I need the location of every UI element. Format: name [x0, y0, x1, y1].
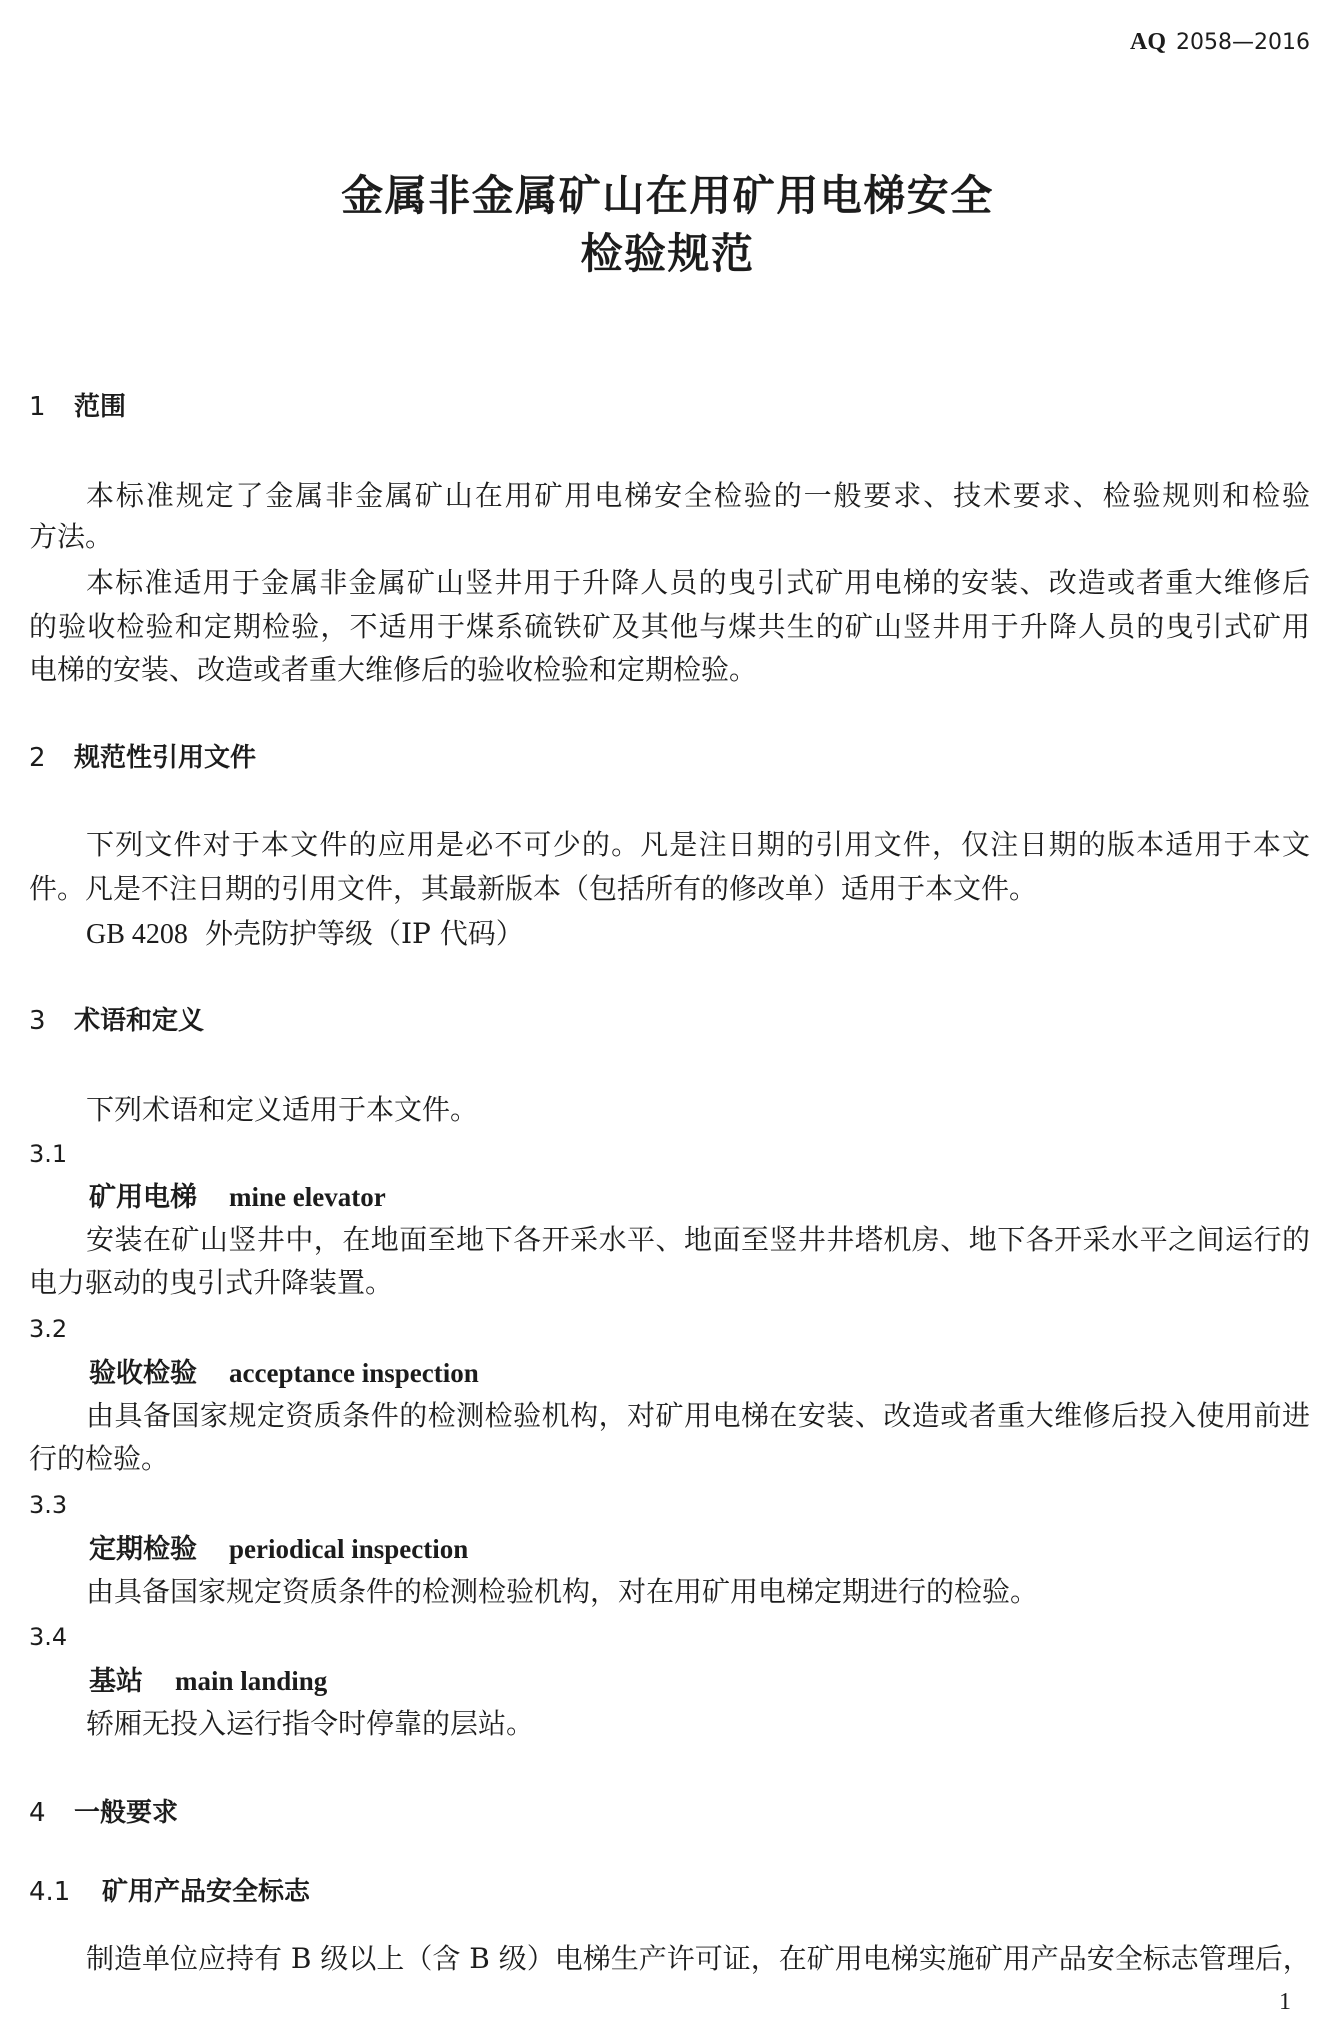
term-number: 3.4	[29, 1623, 68, 1651]
term-heading	[29, 1177, 386, 1218]
subsection-4-1-heading	[29, 1874, 310, 1910]
term-definition-line: 由具备国家规定资质条件的检测检验机构，对在用矿用电梯定期进行的检验。	[86, 1575, 1039, 1608]
term-chinese: 定期检验	[89, 1534, 197, 1565]
references-paragraph-line: 下列文件对于本文件的应用是必不可少的。凡是注日期的引用文件，仅注日期的版本适用于本文	[86, 828, 1310, 861]
term-definition-line: 轿厢无投入运行指令时停靠的层站。	[86, 1707, 535, 1740]
safety-mark-paragraph-line: 制造单位应持有 B 级以上（含 B 级）电梯生产许可证，在矿用电梯实施矿用产品安全标志管理后，	[86, 1942, 1311, 1975]
normative-reference	[29, 914, 1310, 955]
term-heading	[29, 1353, 479, 1394]
term-heading	[29, 1529, 468, 1570]
term-definition-line: 电力驱动的曳引式升降装置。	[29, 1266, 394, 1299]
term-number: 3.2	[29, 1315, 68, 1343]
section-3-heading	[29, 1003, 204, 1039]
section-number: 3	[29, 1006, 46, 1036]
document-title-line-1: 金属非金属矿山在用矿用电梯安全	[341, 171, 994, 220]
reference-code: GB 4208	[86, 919, 188, 950]
section-title: 一般要求	[74, 1798, 179, 1828]
section-title: 术语和定义	[74, 1006, 205, 1036]
page-number: 1	[1279, 1989, 1291, 2015]
standard-code-header	[1130, 26, 1310, 59]
term-chinese: 基站	[89, 1666, 143, 1697]
scope-paragraph-2-line: 电梯的安装、改造或者重大维修后的验收检验和定期检验。	[29, 653, 758, 686]
section-title: 规范性引用文件	[74, 743, 257, 773]
term-english: periodical inspection	[229, 1534, 469, 1564]
section-title: 范围	[74, 392, 127, 422]
standard-prefix: AQ	[1130, 29, 1167, 55]
term-english: main landing	[175, 1666, 328, 1696]
scope-paragraph-1-line: 方法。	[29, 520, 114, 553]
terms-intro: 下列术语和定义适用于本文件。	[86, 1093, 479, 1126]
section-number: 1	[29, 392, 46, 422]
standard-number: 2058—2016	[1176, 30, 1310, 55]
term-number: 3.3	[29, 1491, 68, 1519]
section-2-heading	[29, 740, 256, 776]
document-title-line-2: 检验规范	[580, 229, 755, 278]
term-definition-line: 行的检验。	[29, 1442, 170, 1475]
scope-paragraph-2-line: 的验收检验和定期检验，不适用于煤系硫铁矿及其他与煤共生的矿山竖井用于升降人员的曳引式矿用	[29, 610, 1310, 643]
references-paragraph-line: 件。凡是不注日期的引用文件，其最新版本（包括所有的修改单）适用于本文件。	[29, 872, 1038, 905]
section-1-heading	[29, 389, 126, 425]
term-chinese: 矿用电梯	[89, 1182, 197, 1213]
term-english: acceptance inspection	[229, 1358, 479, 1388]
subsection-number: 4.1	[29, 1877, 71, 1907]
section-number: 2	[29, 743, 46, 773]
section-4-heading	[29, 1795, 178, 1831]
reference-title: 外壳防护等级（IP 代码）	[205, 917, 524, 950]
term-definition-line: 由具备国家规定资质条件的检测检验机构，对矿用电梯在安装、改造或者重大维修后投入使用前进	[86, 1399, 1310, 1432]
term-english: mine elevator	[229, 1182, 386, 1212]
term-definition-line: 安装在矿山竖井中，在地面至地下各开采水平、地面至竖井井塔机房、地下各开采水平之间运行的	[86, 1223, 1310, 1256]
subsection-title: 矿用产品安全标志	[102, 1877, 311, 1907]
scope-paragraph-2-line: 本标准适用于金属非金属矿山竖井用于升降人员的曳引式矿用电梯的安装、改造或者重大维修后	[86, 566, 1310, 599]
term-number: 3.1	[29, 1140, 68, 1168]
section-number: 4	[29, 1798, 46, 1828]
term-heading	[29, 1661, 327, 1702]
term-chinese: 验收检验	[89, 1358, 197, 1389]
scope-paragraph-1-line: 本标准规定了金属非金属矿山在用矿用电梯安全检验的一般要求、技术要求、检验规则和检验	[86, 479, 1310, 512]
